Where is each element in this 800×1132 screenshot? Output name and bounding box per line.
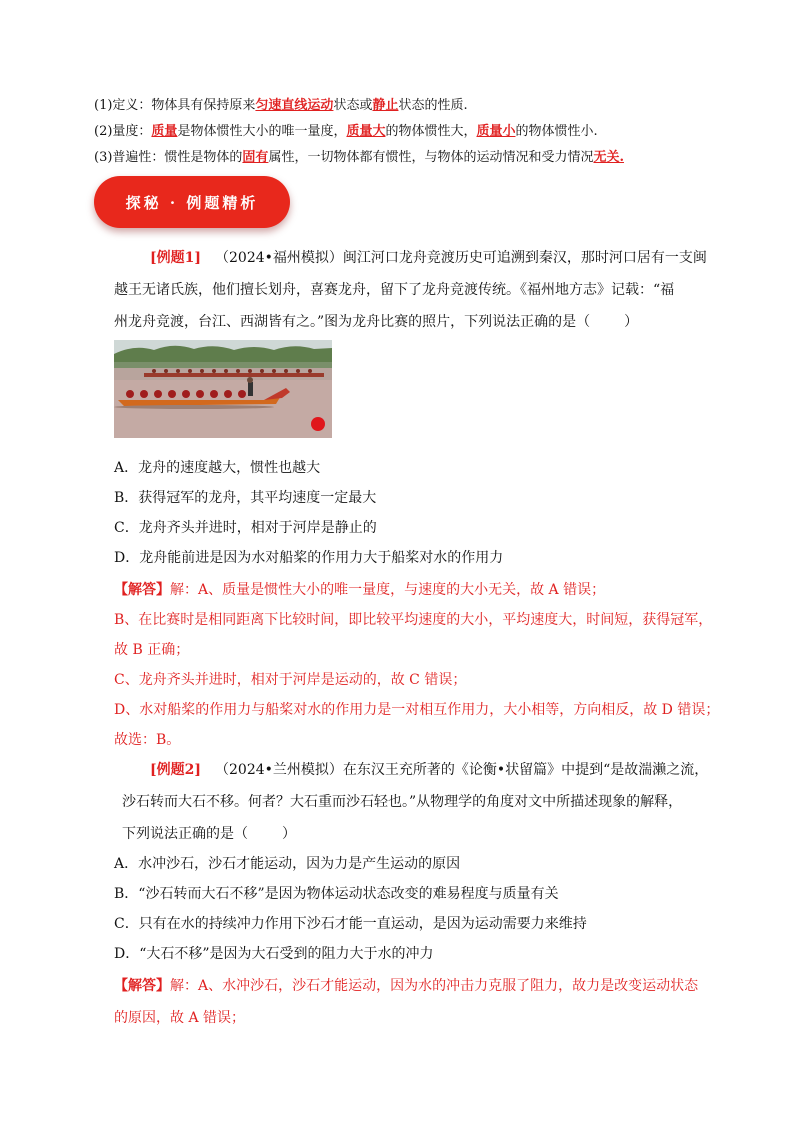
definition-text: 状态的性质.: [398, 98, 468, 113]
measure-keyword-mass: 质量: [151, 124, 178, 139]
example1-answer-text: 解：A、质量是惯性大小的唯一量度，与速度的大小无关，故 A 错误；: [170, 582, 606, 598]
example2-tag: [例题2]: [150, 762, 201, 778]
measure-text: (2)量度：: [94, 124, 152, 139]
example1-answer-tag: 【解答】: [114, 582, 170, 598]
example2-option-c: C．只有在水的持续冲力作用下沙石才能一直运动，是因为运动需要力来维持: [114, 916, 587, 932]
measure-text: 是物体惯性大小的唯一量度，: [177, 124, 347, 139]
section-banner: [94, 176, 290, 228]
universality-text: (3)普遍性：惯性是物体的: [94, 150, 243, 165]
example2-answer-tag: 【解答】: [114, 978, 170, 994]
universality-text: 属性，一切物体都有惯性，与物体的运动情况和受力情况: [268, 150, 594, 165]
example2-answer-text: 解：A、水冲沙石，沙石才能运动，因为水的冲击力克服了阻力，故力是改变运动状态: [170, 978, 699, 994]
definition-keyword-rest: 静止: [372, 98, 399, 113]
example1-answer-line-3: 故 B 正确；: [114, 642, 190, 658]
measure-keyword-small-mass: 质量小: [476, 124, 516, 139]
universality-keyword-irrelevant: 无关.: [593, 150, 624, 165]
definition-text: 状态或: [333, 98, 373, 113]
example2-option-b: B．“沙石转而大石不移”是因为物体运动状态改变的难易程度与质量有关: [114, 886, 559, 902]
example2-paren: ）: [282, 826, 296, 842]
measure-text: 的物体惯性小.: [515, 124, 598, 139]
definition-text: (1)定义：物体具有保持原来: [94, 98, 256, 113]
section-banner-label: 探秘 · 例题精析: [125, 193, 259, 212]
example2-line-3: [122, 824, 296, 844]
example1-answer-line-5: D、水对船桨的作用力与船桨对水的作用力是一对相互作用力，大小相等，方向相反，故 D 错误；: [114, 702, 720, 718]
example1-line-2: 越王无诸氏族，他们擅长划舟，喜赛龙舟，留下了龙舟竞渡传统。《福州地方志》记载：“福: [114, 282, 675, 298]
measure-text: 的物体惯性大，: [385, 124, 477, 139]
example1-option-a: A．龙舟的速度越大，惯性也越大: [114, 460, 321, 476]
example2-answer-line-1: [114, 976, 698, 996]
example2-text: （2024•兰州模拟）在东汉王充所著的《论衡•状留篇》中提到“是故湍濑之流，: [215, 762, 709, 778]
universality-keyword-inherent: 固有: [242, 150, 269, 165]
dragon-boat-photo: [114, 340, 332, 438]
example2-text: 下列说法正确的是（: [122, 826, 248, 842]
measure-line: [94, 122, 598, 142]
example2-option-a: A．水冲沙石，沙石才能运动，因为力是产生运动的原因: [114, 856, 461, 872]
example1-tag: [例题1]: [150, 250, 201, 266]
definition-line: [94, 96, 468, 116]
example2-line-1: [150, 760, 708, 780]
definition-keyword-uniform-motion: 匀速直线运动: [255, 98, 334, 113]
example1-answer-line-6: 故选：B。: [114, 732, 181, 748]
example2-answer-line-2: 的原因，故 A 错误；: [114, 1010, 246, 1026]
example1-line-1: [150, 248, 707, 268]
universality-line: [94, 148, 624, 168]
example1-answer-line-1: [114, 580, 605, 600]
example1-option-d: D．龙舟能前进是因为水对船桨的作用力大于船桨对水的作用力: [114, 550, 504, 566]
example1-text: （2024•福州模拟）闽江河口龙舟竞渡历史可追溯到秦汉，那时河口居有一支闽: [215, 250, 707, 266]
example2-line-2: 沙石转而大石不移。何者？大石重而沙石轻也。”从物理学的角度对文中所描述现象的解释，: [122, 794, 683, 810]
example1-paren: ）: [624, 314, 639, 330]
measure-keyword-large-mass: 质量大: [346, 124, 386, 139]
example1-answer-line-2: B、在比赛时是相同距离下比较时间，即比较平均速度的大小，平均速度大，时间短，获得冠军，: [114, 612, 713, 628]
example1-option-b: B．获得冠军的龙舟，其平均速度一定最大: [114, 490, 377, 506]
example1-text: 州龙舟竞渡，台江、西湖皆有之。”图为龙舟比赛的照片，下列说法正确的是（: [114, 314, 591, 330]
example1-option-c: C．龙舟齐头并进时，相对于河岸是静止的: [114, 520, 377, 536]
example1-line-3: [114, 312, 638, 332]
example1-answer-line-4: C、龙舟齐头并进时，相对于河岸是运动的，故 C 错误；: [114, 672, 467, 688]
example2-option-d: D．“大石不移”是因为大石受到的阻力大于水的冲力: [114, 946, 434, 962]
dragon-boat-race-photo-icon: [114, 340, 332, 438]
